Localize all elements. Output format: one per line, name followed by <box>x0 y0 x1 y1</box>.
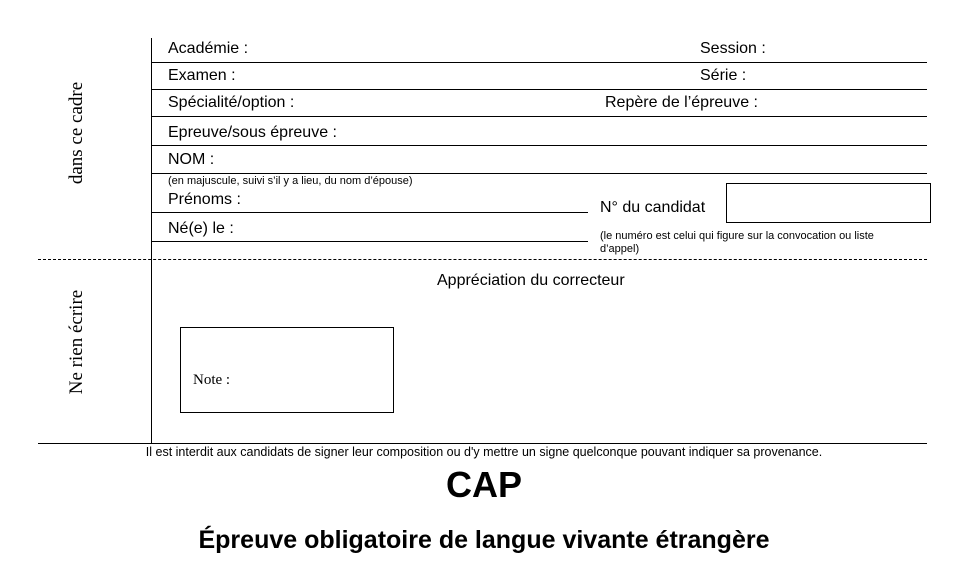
candidat-hint-line-1: (le numéro est celui qui figure sur la convocation ou liste <box>600 230 874 242</box>
side-label-upper: dans ce cadre <box>66 81 87 185</box>
candidat-label: N° du candidat <box>600 199 706 216</box>
examen-label: Examen : <box>168 67 236 84</box>
side-label-lower: Ne rien écrire <box>66 289 87 395</box>
note-box[interactable] <box>180 327 394 413</box>
exam-title: CAP <box>445 464 522 505</box>
session-label: Session : <box>700 40 766 57</box>
cut-line <box>38 259 927 260</box>
row-line-3 <box>152 116 927 117</box>
specialite-label: Spécialité/option : <box>168 94 295 111</box>
candidat-hint-line-2: d’appel) <box>600 243 640 255</box>
ne-le-label: Né(e) le : <box>168 220 234 237</box>
subject-title: Épreuve obligatoire de langue vivante étrangère <box>198 526 770 554</box>
academie-label: Académie : <box>168 40 249 57</box>
row-line-ne-le <box>152 241 588 242</box>
row-line-2 <box>152 89 927 90</box>
note-label: Note : <box>193 372 231 388</box>
nom-hint: (en majuscule, suivi s’il y a lieu, du nom d’épouse) <box>168 175 413 187</box>
row-line-1 <box>152 62 927 63</box>
row-line-5 <box>152 173 927 174</box>
bottom-border <box>38 443 927 444</box>
candidat-number-field[interactable] <box>726 183 931 223</box>
serie-label: Série : <box>700 67 747 84</box>
anonymity-warning: Il est interdit aux candidats de signer leur composition ou d'y mettre un signe quelconque pouvant indiquer sa provenance. <box>145 445 823 459</box>
row-line-prenoms <box>152 212 588 213</box>
row-line-4 <box>152 145 927 146</box>
correction-title: Appréciation du correcteur <box>437 272 625 289</box>
epreuve-label: Epreuve/sous épreuve : <box>168 124 337 141</box>
nom-label: NOM : <box>168 151 215 168</box>
repere-label: Repère de l’épreuve : <box>605 94 758 111</box>
prenoms-label: Prénoms : <box>168 191 241 208</box>
